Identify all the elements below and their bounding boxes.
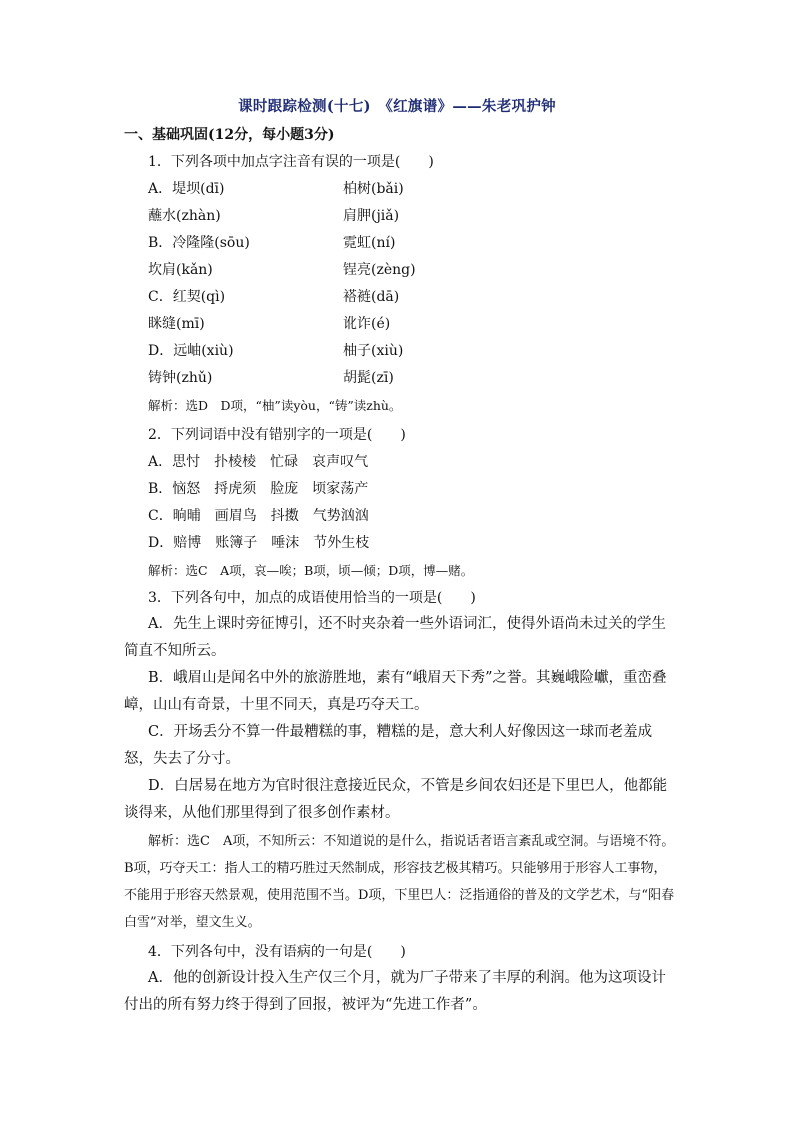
q1-option: 霓虹(ní) bbox=[343, 235, 396, 251]
question-4-stem: 4．下列各句中，没有语病的一句是( ) bbox=[148, 944, 406, 960]
q1-option: 蘸水(zhàn) bbox=[148, 208, 221, 224]
q1-option: 胡髭(zī) bbox=[343, 370, 394, 386]
q1-option: 褡裢(dā) bbox=[343, 289, 400, 305]
question-3-stem: 3．下列各句中，加点的成语使用恰当的一项是( ) bbox=[148, 590, 476, 606]
q3-option-c: C．开场丢分不算一件最糟糕的事，糟糕的是，意大利人好像因这一球而老羞成怒，失去了分寸。 bbox=[124, 724, 653, 767]
q1-option: 铸钟(zhǔ) bbox=[148, 370, 213, 386]
q1-option: C．红契(qì) bbox=[148, 289, 226, 305]
q3-option-d: D．白居易在地方为官时很注意接近民众，不管是乡间农妇还是下里巴人，他都能谈得来，从他们那里得到了很多创作素材。 bbox=[124, 778, 668, 821]
q1-option: D．远岫(xiù) bbox=[148, 343, 234, 359]
q1-option: 讹诈(é) bbox=[343, 316, 391, 332]
q3-option-b: B．峨眉山是闻名中外的旅游胜地，素有“峨眉天下秀”之誉。其巍峨险巘，重峦叠嶂，山山有奇景，十里不同天，真是巧夺天工。 bbox=[124, 670, 667, 713]
page-title: 课时跟踪检测(十七) 《红旗谱》——朱老巩护钟 bbox=[238, 98, 556, 115]
q1-option: A．堤坝(dī) bbox=[148, 181, 225, 197]
q1-option: 眯缝(mī) bbox=[148, 316, 205, 332]
q1-option: 肩胛(jiǎ) bbox=[343, 208, 400, 224]
q2-option: D．赔博 账簿子 唾沫 节外生枝 bbox=[148, 535, 370, 551]
question-1-stem: 1．下列各项中加点字注音有误的一项是( ) bbox=[148, 154, 434, 170]
q2-option: B．恼怒 捋虎须 脸庞 顷家荡产 bbox=[148, 481, 369, 497]
q3-analysis: 解析：选C A项，不知所云：不知道说的是什么，指说话者语言紊乱或空洞。与语境不符。B项，巧夺天工：指人工的精巧胜过天然制成，形容技艺极其精巧。只能够用于形容人工事物，不能用于形容天然景观，使用范围不当。D项，下里巴人：泛指通俗的普及的文学艺术，与“阳春白雪”对举，望文生义。 bbox=[124, 834, 675, 930]
q2-option: A．思忖 扑棱棱 忙碌 哀声叹气 bbox=[148, 454, 369, 470]
q4-option-a: A．他的创新设计投入生产仅三个月，就为厂子带来了丰厚的利润。他为这项设计付出的所有努力终于得到了回报，被评为“先进工作者”。 bbox=[124, 970, 666, 1013]
q1-option: 坎肩(kǎn) bbox=[148, 262, 213, 278]
section-heading: 一、基础巩固(12分，每小题3分) bbox=[124, 127, 335, 143]
q3-option-a: A．先生上课时旁征博引，还不时夹杂着一些外语词汇，使得外语尚未过关的学生简直不知所云。 bbox=[124, 616, 666, 659]
q1-analysis: 解析：选D D项，“柚”读yòu，“铸”读zhù。 bbox=[148, 398, 402, 413]
q1-option: 柏树(bǎi) bbox=[343, 181, 404, 197]
q1-option: 锃亮(zèng) bbox=[343, 262, 416, 278]
q1-option: 柚子(xiù) bbox=[343, 343, 404, 359]
q1-option: B．冷隆隆(sōu) bbox=[148, 235, 250, 251]
q2-analysis: 解析：选C A项，哀—唉；B项，顷—倾；D项，博—赌。 bbox=[148, 563, 474, 578]
question-2-stem: 2．下列词语中没有错别字的一项是( ) bbox=[148, 427, 406, 443]
q2-option: C．晌晡 画眉鸟 抖擞 气势汹汹 bbox=[148, 508, 369, 524]
